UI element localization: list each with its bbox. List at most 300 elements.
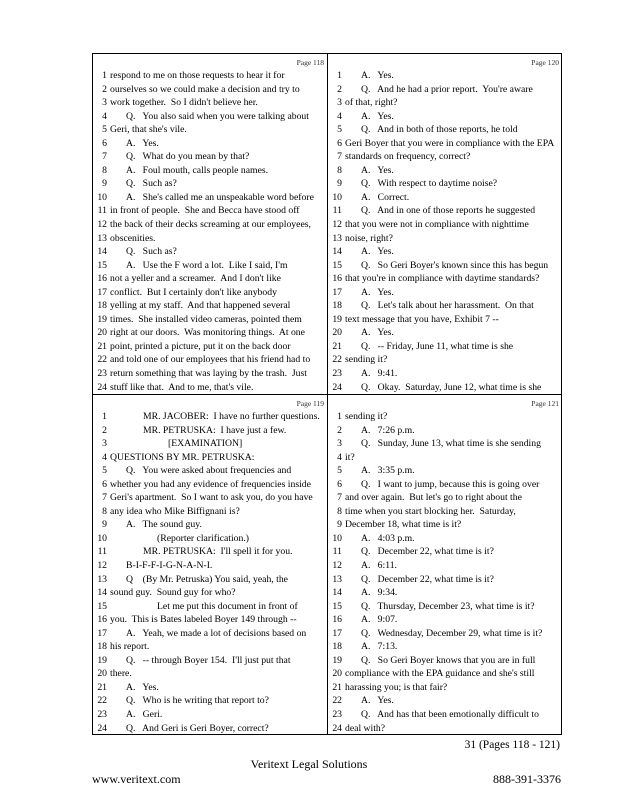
line-number: 17 — [97, 627, 107, 639]
transcript-line — [328, 83, 562, 97]
line-text: time when you start blocking her. Saturday, — [345, 505, 516, 517]
line-number: 6 — [337, 137, 342, 149]
line-text: conflict. But I certainly don't like anybody — [110, 286, 277, 298]
line-number: 17 — [332, 286, 342, 298]
line-number: 15 — [332, 259, 342, 271]
transcript-line — [93, 627, 327, 641]
line-text: MR. PETRUSKA: I'll spell it for you. — [143, 546, 293, 558]
transcript-line — [328, 573, 562, 587]
line-number: 2 — [337, 83, 342, 95]
line-number: 12 — [97, 560, 107, 572]
website-link[interactable]: www.veritext.com — [92, 772, 181, 786]
transcript-line — [328, 478, 562, 492]
line-text: Q (By Mr. Petruska) You said, yeah, the — [126, 573, 288, 585]
line-text: Q. And Geri is Geri Boyer, correct? — [126, 722, 269, 734]
line-number: 18 — [332, 300, 342, 312]
line-number: 12 — [332, 219, 342, 231]
line-text: work together. So I didn't believe her. — [110, 97, 258, 109]
transcript-line — [93, 722, 327, 736]
line-text: Q. Wednesday, December 29, what time is it? — [361, 627, 543, 639]
page-number-label: Page 120 — [531, 58, 559, 67]
transcript-line — [93, 505, 327, 519]
line-number: 9 — [337, 519, 342, 531]
line-text: Q. You were asked about frequencies and — [126, 465, 292, 477]
line-text: A. Yes. — [126, 681, 159, 693]
transcript-line — [328, 410, 562, 424]
line-number: 12 — [332, 560, 342, 572]
transcript-line — [328, 708, 562, 722]
line-number: 18 — [332, 641, 342, 653]
transcript-page-120 — [328, 54, 562, 394]
transcript-line — [93, 340, 327, 354]
line-text: Q. So Geri Boyer knows that you are in full — [361, 654, 536, 666]
transcript-line — [328, 367, 562, 381]
transcript-line — [328, 150, 562, 164]
transcript-lines — [328, 410, 562, 735]
line-text: deal with? — [345, 722, 386, 734]
transcript-line — [93, 381, 327, 395]
line-number: 2 — [102, 83, 107, 95]
transcript-line — [328, 518, 562, 532]
line-number: 16 — [332, 273, 342, 285]
line-number: 13 — [97, 232, 107, 244]
line-number: 2 — [337, 424, 342, 436]
line-number: 21 — [332, 681, 342, 693]
transcript-line — [328, 586, 562, 600]
line-number: 9 — [102, 519, 107, 531]
line-text: [EXAMINATION] — [168, 438, 243, 450]
line-text: point, printed a picture, put it on the back door — [110, 340, 291, 352]
line-number: 9 — [102, 178, 107, 190]
line-number: 7 — [337, 492, 342, 504]
line-text: A. 6:11. — [361, 560, 397, 572]
transcript-line — [93, 286, 327, 300]
line-text: Q. And he had a prior report. You're aware — [361, 83, 533, 95]
line-number: 2 — [102, 424, 107, 436]
line-text: Geri, that she's vile. — [110, 124, 187, 136]
line-text: A. Yes. — [361, 70, 394, 81]
line-text: A. Yes. — [361, 164, 394, 176]
line-number: 15 — [332, 600, 342, 612]
transcript-line — [328, 694, 562, 708]
transcript-line — [93, 326, 327, 340]
transcript-line — [93, 164, 327, 178]
line-number: 11 — [97, 546, 107, 558]
transcript-line — [93, 545, 327, 559]
line-number: 13 — [97, 573, 107, 585]
line-text: Q. What do you mean by that? — [126, 151, 250, 163]
line-text: Q. I want to jump, because this is going over — [361, 478, 540, 490]
line-text: harassing you; is that fair? — [345, 681, 448, 693]
line-text: A. Yes. — [361, 246, 394, 258]
line-text: Q. Such as? — [126, 178, 177, 190]
line-text: A. 7:26 p.m. — [361, 424, 415, 436]
line-text: MR. PETRUSKA: I have just a few. — [143, 424, 287, 436]
transcript-line — [93, 313, 327, 327]
line-text: Q. Thursday, December 23, what time is it? — [361, 600, 535, 612]
line-number: 16 — [97, 614, 107, 626]
line-number: 20 — [332, 327, 342, 339]
transcript-line — [328, 218, 562, 232]
line-text: A. 9:41. — [361, 368, 398, 380]
line-number: 19 — [97, 313, 107, 325]
line-number: 24 — [332, 722, 342, 734]
transcript-line — [328, 191, 562, 205]
transcript-line — [93, 204, 327, 218]
line-number: 11 — [332, 546, 342, 558]
transcript-line — [328, 340, 562, 354]
page-number-label: Page 119 — [296, 399, 324, 408]
transcript-line — [328, 313, 562, 327]
line-number: 6 — [337, 478, 342, 490]
line-text: his report. — [110, 641, 150, 653]
line-number: 19 — [332, 313, 342, 325]
line-number: 17 — [97, 286, 107, 298]
transcript-line — [328, 464, 562, 478]
transcript-line — [328, 613, 562, 627]
line-number: 9 — [337, 178, 342, 190]
line-number: 4 — [337, 451, 342, 463]
line-text: A. Yes. — [361, 286, 394, 298]
line-number: 23 — [97, 709, 107, 721]
line-text: A. Yeah, we made a lot of decisions based on — [126, 627, 307, 639]
transcript-line — [328, 545, 562, 559]
line-number: 8 — [337, 505, 342, 517]
line-text: compliance with the EPA guidance and she's still — [345, 668, 535, 680]
transcript-line — [93, 640, 327, 654]
line-number: 14 — [97, 587, 107, 599]
line-text: December 18, what time is it? — [345, 519, 462, 531]
line-number: 1 — [102, 411, 107, 422]
transcript-page-119 — [93, 395, 327, 735]
transcript-line — [328, 299, 562, 313]
transcript-line — [93, 150, 327, 164]
line-number: 17 — [332, 627, 342, 639]
transcript-line — [328, 110, 562, 124]
transcript-line — [93, 491, 327, 505]
transcript-line — [93, 191, 327, 205]
line-number: 18 — [97, 641, 107, 653]
line-number: 20 — [332, 668, 342, 680]
line-number: 6 — [102, 137, 107, 149]
line-text: the back of their decks screaming at our employees, — [110, 219, 311, 231]
line-number: 7 — [337, 151, 342, 163]
transcript-line — [93, 353, 327, 367]
line-number: 16 — [97, 273, 107, 285]
line-number: 22 — [332, 354, 342, 366]
line-number: 3 — [102, 97, 107, 109]
line-text: stuff like that. And to me, that's vile. — [110, 381, 254, 393]
line-number: 21 — [332, 340, 342, 352]
line-number: 5 — [102, 124, 107, 136]
line-text: Q. Let's talk about her harassment. On that — [361, 300, 534, 312]
line-number: 24 — [97, 722, 107, 734]
transcript-line — [328, 326, 562, 340]
line-text: Q. And in one of those reports he suggested — [361, 205, 536, 217]
line-text: Q. Such as? — [126, 246, 177, 258]
transcript-line — [328, 204, 562, 218]
transcript-line — [328, 96, 562, 110]
transcript-line — [328, 640, 562, 654]
line-number: 23 — [97, 368, 107, 380]
transcript-lines — [93, 410, 327, 735]
line-text: ourselves so we could make a decision and try to — [110, 83, 300, 95]
transcript-line — [328, 627, 562, 641]
line-number: 24 — [97, 381, 107, 393]
transcript-line — [93, 272, 327, 286]
line-number: 1 — [102, 70, 107, 81]
line-text: A. Yes. — [126, 137, 159, 149]
line-number: 7 — [102, 151, 107, 163]
line-number: 13 — [332, 573, 342, 585]
line-text: Q. With respect to daytime noise? — [361, 178, 498, 190]
transcript-line — [328, 232, 562, 246]
transcript-line — [328, 600, 562, 614]
transcript-line — [93, 437, 327, 451]
transcript-line — [93, 532, 327, 546]
line-text: Q. Okay. Saturday, June 12, what time is she — [361, 381, 542, 393]
phone-number: 888-391-3376 — [493, 772, 561, 786]
transcript-line — [93, 613, 327, 627]
transcript-line — [93, 708, 327, 722]
transcript-line — [328, 381, 562, 395]
line-text: return something that was laying by the trash. Just — [110, 368, 307, 380]
line-text: Q. December 22, what time is it? — [361, 573, 494, 585]
transcript-line — [328, 451, 562, 465]
line-text: Q. And in both of those reports, he told — [361, 124, 518, 136]
line-number: 21 — [97, 681, 107, 693]
line-number: 5 — [337, 124, 342, 136]
transcript-line — [93, 518, 327, 532]
line-number: 12 — [97, 219, 107, 231]
transcript-line — [93, 96, 327, 110]
transcript-line — [328, 164, 562, 178]
line-text: Let me put this document in front of — [157, 600, 298, 612]
line-number: 24 — [332, 381, 342, 393]
line-text: A. Geri. — [126, 709, 163, 721]
line-number: 5 — [102, 465, 107, 477]
line-number: 8 — [102, 505, 107, 517]
transcript-line — [93, 600, 327, 614]
transcript-line — [328, 286, 562, 300]
line-number: 13 — [332, 232, 342, 244]
transcript-line — [93, 681, 327, 695]
line-text: sound guy. Sound guy for who? — [110, 587, 236, 599]
page-number-label: Page 118 — [296, 58, 324, 67]
line-text: in front of people. She and Becca have stood off — [110, 205, 300, 217]
transcript-page-121 — [328, 395, 562, 735]
line-text: that you were not in compliance with nighttime — [345, 219, 529, 231]
line-text: there. — [110, 668, 132, 680]
line-text: A. 9:07. — [361, 614, 398, 626]
transcript-line — [93, 654, 327, 668]
line-text: it? — [345, 451, 355, 463]
transcript-line — [93, 410, 327, 424]
line-text: text message that you have, Exhibit 7 -- — [345, 313, 499, 325]
transcript-line — [93, 299, 327, 313]
transcript-line — [328, 177, 562, 191]
page-range-summary: 31 (Pages 118 - 121) — [464, 739, 560, 751]
line-text: noise, right? — [345, 232, 393, 244]
transcript-lines — [93, 69, 327, 394]
transcript-line — [328, 245, 562, 259]
line-text: A. Use the F word a lot. Like I said, I'm — [126, 259, 288, 271]
transcript-line — [328, 681, 562, 695]
transcript-line — [328, 272, 562, 286]
transcript-line — [328, 532, 562, 546]
line-number: 3 — [102, 438, 107, 450]
line-text: times. She installed video cameras, pointed them — [110, 313, 302, 325]
line-number: 1 — [337, 411, 342, 422]
transcript-line — [328, 123, 562, 137]
line-text: A. 3:35 p.m. — [361, 465, 415, 477]
line-number: 10 — [97, 191, 107, 203]
line-text: A. 7:13. — [361, 641, 398, 653]
line-text: obscenities. — [110, 232, 156, 244]
line-text: you. This is Bates labeled Boyer 149 through -- — [110, 614, 297, 626]
line-text: sending it? — [345, 411, 388, 422]
company-name: Veritext Legal Solutions — [250, 757, 368, 771]
line-text: A. 4:03 p.m. — [361, 532, 415, 544]
transcript-line — [328, 559, 562, 573]
transcript-line — [93, 137, 327, 151]
transcript-line — [93, 177, 327, 191]
line-text: any idea who Mike Biffignani is? — [110, 505, 240, 517]
line-text: Geri Boyer that you were in compliance with the EPA — [345, 137, 555, 149]
transcript-line — [93, 464, 327, 478]
transcript-line — [93, 123, 327, 137]
line-number: 10 — [332, 191, 342, 203]
line-text: (Reporter clarification.) — [157, 532, 249, 544]
line-number: 6 — [102, 478, 107, 490]
line-text: A. Yes. — [361, 695, 394, 707]
line-text: Q. Sunday, June 13, what time is she sending — [361, 438, 541, 450]
line-number: 22 — [97, 354, 107, 366]
line-text: Q. You also said when you were talking about — [126, 110, 309, 122]
transcript-line — [93, 451, 327, 465]
line-number: 8 — [337, 164, 342, 176]
line-text: A. The sound guy. — [126, 519, 202, 531]
line-text: standards on frequency, correct? — [345, 151, 471, 163]
line-text: Q. December 22, what time is it? — [361, 546, 494, 558]
line-number: 19 — [332, 654, 342, 666]
line-text: right at our doors. Was monitoring things. At one — [110, 327, 305, 339]
line-text: QUESTIONS BY MR. PETRUSKA: — [110, 451, 255, 463]
line-number: 4 — [102, 451, 107, 463]
transcript-line — [93, 667, 327, 681]
transcript-line — [93, 218, 327, 232]
transcript-line — [328, 137, 562, 151]
transcript-line — [328, 667, 562, 681]
transcript-line — [328, 437, 562, 451]
line-number: 20 — [97, 668, 107, 680]
line-text: respond to me on those requests to hear it for — [110, 70, 285, 81]
line-text: B-I-F-F-I-G-N-A-N-I. — [126, 560, 213, 572]
line-number: 21 — [97, 340, 107, 352]
transcript-line — [328, 259, 562, 273]
line-text: Q. -- Friday, June 11, what time is she — [361, 340, 514, 352]
transcript-sheet — [92, 53, 562, 735]
line-text: that you're in compliance with daytime standards? — [345, 273, 540, 285]
transcript-line — [93, 573, 327, 587]
line-text: whether you had any evidence of frequencies inside — [110, 478, 311, 490]
line-text: A. Yes. — [361, 110, 394, 122]
transcript-line — [328, 505, 562, 519]
line-number: 15 — [97, 600, 107, 612]
line-number: 22 — [332, 695, 342, 707]
line-text: sending it? — [345, 354, 388, 366]
line-text: Q. So Geri Boyer's known since this has begun — [361, 259, 549, 271]
line-number: 4 — [337, 110, 342, 122]
line-text: A. 9:34. — [361, 587, 398, 599]
transcript-page-118 — [93, 54, 327, 394]
line-number: 3 — [337, 438, 342, 450]
line-text: MR. JACOBER: I have no further questions. — [143, 411, 320, 422]
line-number: 5 — [337, 465, 342, 477]
line-number: 11 — [97, 205, 107, 217]
line-text: Q. Who is he writing that report to? — [126, 695, 269, 707]
line-number: 16 — [332, 614, 342, 626]
line-number: 4 — [102, 110, 107, 122]
transcript-line — [328, 69, 562, 83]
line-text: A. She's called me an unspeakable word before — [126, 191, 314, 203]
line-text: Q. -- through Boyer 154. I'll just put that — [126, 654, 291, 666]
transcript-line — [328, 491, 562, 505]
line-number: 1 — [337, 70, 342, 81]
transcript-line — [93, 694, 327, 708]
transcript-line — [93, 69, 327, 83]
transcript-line — [93, 559, 327, 573]
line-number: 22 — [97, 695, 107, 707]
transcript-line — [328, 353, 562, 367]
line-number: 10 — [332, 532, 342, 544]
line-text: A. Foul mouth, calls people names. — [126, 164, 269, 176]
transcript-line — [93, 424, 327, 438]
line-text: Q. And has that been emotionally difficult to — [361, 709, 539, 721]
transcript-line — [93, 478, 327, 492]
line-number: 18 — [97, 300, 107, 312]
transcript-line — [328, 424, 562, 438]
line-text: and over again. But let's go to right about the — [345, 492, 522, 504]
line-number: 8 — [102, 164, 107, 176]
transcript-line — [93, 259, 327, 273]
line-number: 15 — [97, 259, 107, 271]
transcript-line — [93, 367, 327, 381]
transcript-line — [93, 110, 327, 124]
transcript-lines — [328, 69, 562, 394]
line-number: 11 — [332, 205, 342, 217]
line-number: 3 — [337, 97, 342, 109]
line-text: A. Yes. — [361, 327, 394, 339]
line-number: 10 — [97, 532, 107, 544]
line-number: 23 — [332, 709, 342, 721]
line-number: 14 — [332, 587, 342, 599]
transcript-line — [93, 232, 327, 246]
transcript-line — [93, 245, 327, 259]
line-number: 7 — [102, 492, 107, 504]
line-number: 19 — [97, 654, 107, 666]
line-text: yelling at my staff. And that happened several — [110, 300, 291, 312]
line-number: 14 — [332, 246, 342, 258]
line-text: of that, right? — [345, 97, 398, 109]
transcript-line — [93, 83, 327, 97]
transcript-line — [93, 586, 327, 600]
line-text: not a yeller and a screamer. And I don't like — [110, 273, 281, 285]
line-text: Geri's apartment. So I want to ask you, do you have — [110, 492, 313, 504]
page-number-label: Page 121 — [531, 399, 559, 408]
line-text: A. Correct. — [361, 191, 410, 203]
line-number: 14 — [97, 246, 107, 258]
